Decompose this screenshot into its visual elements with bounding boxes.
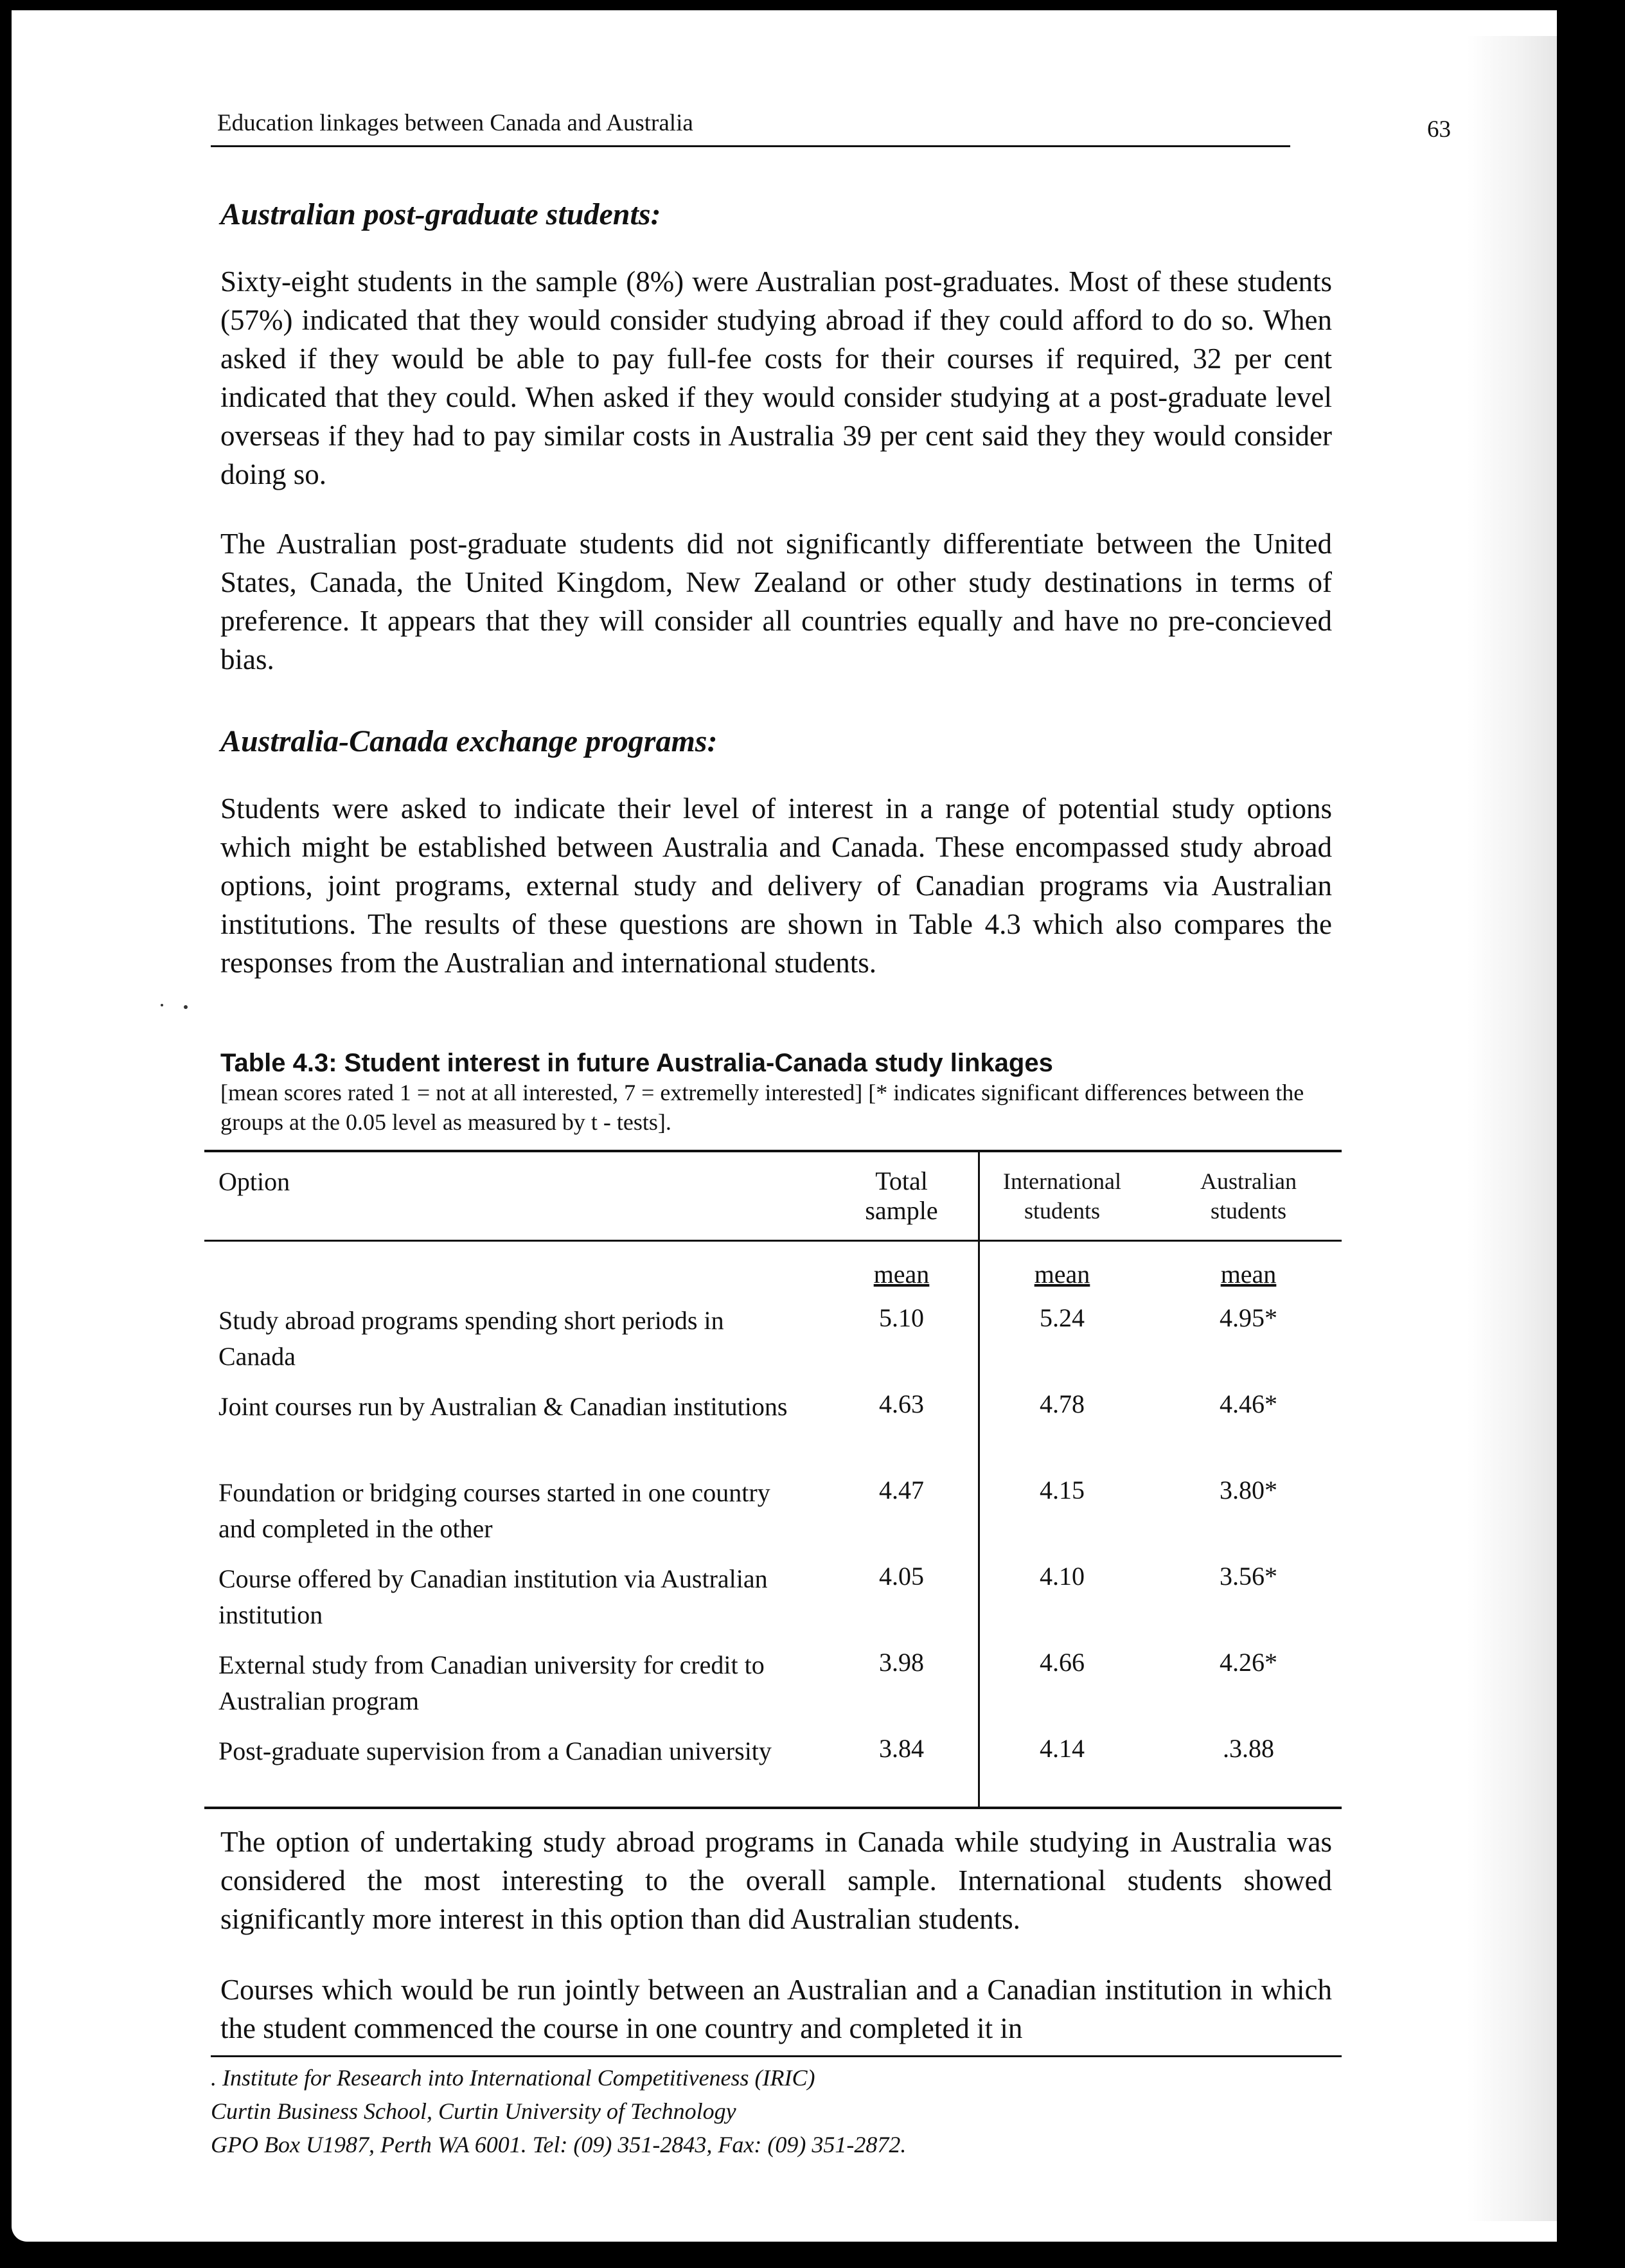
table-row: [204, 1475, 1342, 1558]
running-title: Education linkages between Canada and Australia: [217, 110, 693, 136]
row-international: 5.24: [1040, 1303, 1085, 1332]
row-international: 4.78: [1040, 1389, 1085, 1418]
paragraph-postgrad-2: The Australian post-graduate students did not significantly differentiate between the United States, Canada, the United Kingdom, New Zealand or other study destinations in terms of preference. It appears that they will consider all countries equally and have no pre-concieved bias.: [220, 528, 1332, 675]
row-option: Course offered by Canadian institution via Australian institution: [218, 1564, 768, 1629]
row-international: 4.14: [1040, 1734, 1085, 1763]
table-caption: [220, 1049, 1364, 1137]
row-option: External study from Canadian university for credit to Australian program: [218, 1650, 765, 1715]
page-number: 63: [1427, 116, 1451, 143]
header-australian-students: [1168, 1166, 1329, 1226]
row-australian: 3.80*: [1220, 1476, 1277, 1505]
institution-footer: [211, 2055, 1342, 2161]
paragraph-after-table-1: The option of undertaking study abroad programs in Canada while studying in Australia was considered the most interesting to the overall sample. International students showed significantly more interest in this option than did Australian students.: [220, 1826, 1332, 1935]
header-intl-line1: International: [1003, 1168, 1121, 1194]
table-title: Table 4.3: Student interest in future Australia-Canada study linkages: [220, 1049, 1053, 1077]
paragraph-after-table-2: Courses which would be run jointly between an Australian and a Canadian institution in which the student commenced the course in one country and completed it in: [220, 1974, 1332, 2044]
header-aus-line1: Australian: [1200, 1168, 1297, 1194]
page-edge-shadow: [1467, 36, 1557, 2221]
row-total: 4.63: [879, 1389, 924, 1418]
row-total: 3.84: [879, 1734, 924, 1763]
running-header: [211, 100, 1451, 147]
header-aus-line2: students: [1210, 1198, 1286, 1224]
row-total: 4.05: [879, 1562, 924, 1591]
row-australian: 4.95*: [1220, 1303, 1277, 1332]
row-australian: .3.88: [1223, 1734, 1274, 1763]
scan-speck: [161, 1004, 163, 1006]
scan-speck: [184, 1005, 188, 1009]
row-australian: 4.46*: [1220, 1389, 1277, 1418]
header-international-students: [985, 1166, 1139, 1226]
row-option: Joint courses run by Australian & Canadian institutions: [218, 1392, 788, 1421]
paragraph-postgrad-1: Sixty-eight students in the sample (8%) were Australian post-graduates. Most of these students (57%) indicated that they would consider studying abroad if they could afford to do so. When asked if they would be able to pay full-fee costs for their courses if required, 32 per cent indicated that they could. When asked if they would consider studying at a post-graduate level overseas if they had to pay similar costs in Australia 39 per cent said they they would consider doing so.: [220, 265, 1332, 490]
row-international: 4.10: [1040, 1562, 1085, 1591]
mean-label-australian: mean: [1220, 1260, 1277, 1289]
row-option: Post-graduate supervision from a Canadian university: [218, 1737, 772, 1765]
row-total: 5.10: [879, 1303, 924, 1332]
row-total: 3.98: [879, 1648, 924, 1677]
section-heading-postgrad: Australian post-graduate students:: [220, 197, 661, 231]
table-row: [204, 1733, 1342, 1817]
footer-school: Curtin Business School, Curtin University of Technology: [211, 2098, 736, 2124]
footer-institute: . Institute for Research into International Competitiveness (IRIC): [211, 2065, 815, 2091]
table-header-rule: [204, 1240, 1342, 1242]
table-top-rule: [204, 1150, 1342, 1152]
section-heading-exchange: Australia-Canada exchange programs:: [220, 724, 718, 758]
header-total-line1: Total: [875, 1166, 928, 1195]
table-note: [mean scores rated 1 = not at all interested, 7 = extremelly interested] [* indicates significant differences between the groups at the 0.05 level as measured by t - tests].: [220, 1080, 1304, 1135]
row-australian: 3.56*: [1220, 1562, 1277, 1591]
row-option: Study abroad programs spending short periods in Canada: [218, 1306, 724, 1371]
mean-label-total: mean: [873, 1260, 930, 1289]
table-row: [204, 1561, 1342, 1645]
document-page: [12, 10, 1557, 2242]
row-australian: 4.26*: [1220, 1648, 1277, 1677]
header-total-sample: [834, 1166, 969, 1226]
table-row: [204, 1389, 1342, 1472]
header-intl-line2: students: [1024, 1198, 1100, 1224]
row-international: 4.15: [1040, 1476, 1085, 1505]
row-option: Foundation or bridging courses started in one country and completed in the other: [218, 1478, 770, 1543]
footer-address: GPO Box U1987, Perth WA 6001. Tel: (09) 351-2843, Fax: (09) 351-2872.: [211, 2132, 907, 2157]
row-total: 4.47: [879, 1476, 924, 1505]
table-row: [204, 1303, 1342, 1386]
table-row: [204, 1647, 1342, 1731]
row-international: 4.66: [1040, 1648, 1085, 1677]
header-option: Option: [218, 1167, 290, 1196]
paragraph-exchange-1: Students were asked to indicate their level of interest in a range of potential study options which might be established between Australia and Canada. These encompassed study abroad options, joint programs, external study and delivery of Canadian programs via Australian institutions. The results of these questions are shown in Table 4.3 which also compares the responses from the Australian and international students.: [220, 792, 1332, 979]
mean-label-international: mean: [1034, 1260, 1090, 1289]
header-total-line2: sample: [865, 1196, 938, 1225]
